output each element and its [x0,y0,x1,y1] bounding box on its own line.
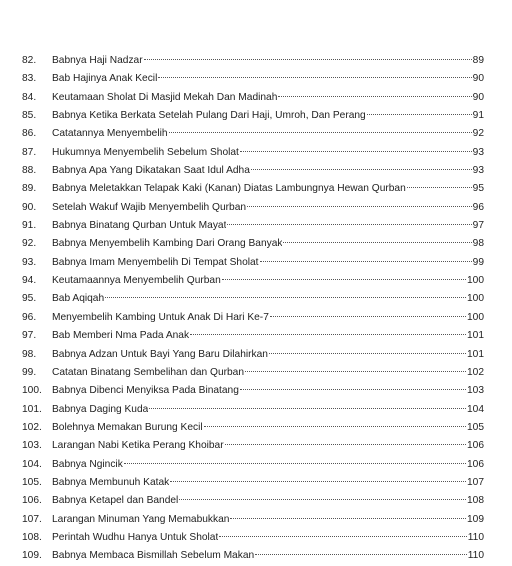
toc-entry [22,125,484,143]
toc-dot-leader [204,426,466,427]
toc-entry-number: 94. [22,275,37,287]
toc-entry-number: 84. [22,91,37,103]
toc-entry-title: Bab Hajinya Anak Kecil [52,73,158,85]
toc-entry-title: Catatan Binatang Sembelihan dan Qurban [52,366,245,378]
toc-entry-number: 106. [22,495,42,507]
toc-entry-page-number: 107 [467,476,484,488]
toc-entry-number: 104. [22,458,42,470]
toc-entry [22,327,484,345]
toc-entry-title: Babnya Apa Yang Dikatakan Saat Idul Adha [52,165,250,177]
toc-entry [22,254,484,272]
toc-entry-title: Babnya Membaca Bismillah Sebelum Makan [52,550,255,562]
toc-entry-title: Catatannya Menyembelih [52,128,168,140]
toc-entry [22,235,484,253]
toc-entry-page-number: 92 [472,128,484,140]
toc-entry-number: 105. [22,476,42,488]
toc-dot-leader [270,316,466,317]
toc-entry [22,419,484,437]
toc-entry-number: 108. [22,531,42,543]
toc-entry [22,290,484,308]
toc-entry-page-number: 90 [472,73,484,85]
toc-entry-page-number: 106 [467,458,484,470]
toc-entry-title: Bolehnya Memakan Burung Kecil [52,421,203,433]
toc-entry-number: 83. [22,73,37,85]
toc-dot-leader [149,408,466,409]
toc-dot-leader [269,353,466,354]
toc-entry [22,180,484,198]
toc-entry-number: 98. [22,348,37,360]
toc-dot-leader [219,536,466,537]
toc-entry [22,272,484,290]
toc-entry-page-number: 101 [467,330,484,342]
toc-entry-page-number: 90 [472,91,484,103]
toc-entry-title: Babnya Membunuh Katak [52,476,170,488]
toc-dot-leader [170,481,466,482]
toc-entry-number: 85. [22,110,37,122]
toc-dot-leader [240,151,472,152]
toc-entry-title: Babnya Meletakkan Telapak Kaki (Kanan) Diatas Lambungnya Hewan Qurban [52,183,406,195]
toc-entry-page-number: 95 [472,183,484,195]
toc-entry [22,144,484,162]
toc-entry-title: Babnya Binatang Qurban Untuk Mayat [52,220,227,232]
toc-entry [22,70,484,88]
toc-entry-page-number: 99 [472,256,484,268]
toc-entry [22,382,484,400]
toc-entry-number: 102. [22,421,42,433]
toc-entry-title: Setelah Wakuf Wajib Menyembelih Qurban [52,201,247,213]
toc-entry-number: 82. [22,55,37,66]
toc-dot-leader [230,518,466,519]
toc-dot-leader [255,554,467,555]
toc-entry [22,492,484,510]
toc-entry [22,107,484,125]
toc-entry [22,309,484,327]
table-of-contents [22,52,484,566]
toc-entry-number: 97. [22,330,37,342]
toc-entry-number: 87. [22,146,37,158]
toc-dot-leader [124,463,466,464]
toc-entry-title: Keutamaannya Menyembelih Qurban [52,275,221,287]
toc-dot-leader [251,169,472,170]
toc-dot-leader [407,187,472,188]
toc-dot-leader [367,114,472,115]
toc-entry-number: 100. [22,385,42,397]
toc-entry-number: 107. [22,513,42,525]
toc-entry-title: Larangan Nabi Ketika Perang Khoibar [52,440,224,452]
toc-entry [22,162,484,180]
toc-dot-leader [245,371,466,372]
toc-entry [22,529,484,547]
toc-entry-page-number: 97 [472,220,484,232]
toc-entry [22,52,484,70]
toc-entry-page-number: 110 [467,531,484,543]
toc-entry-page-number: 89 [472,55,484,66]
toc-dot-leader [169,132,472,133]
toc-entry-title: Babnya Menyembelih Kambing Dari Orang Banyak [52,238,283,250]
toc-entry-page-number: 102 [467,366,484,378]
toc-entry-title: Babnya Daging Kuda [52,403,149,415]
toc-entry [22,456,484,474]
toc-entry-page-number: 91 [472,110,484,122]
toc-entry-title: Keutamaan Sholat Di Masjid Mekah Dan Madinah [52,91,278,103]
toc-dot-leader [283,242,471,243]
toc-entry-number: 92. [22,238,37,250]
toc-entry-title: Babnya Haji Nadzar [52,55,143,66]
toc-entry-page-number: 100 [467,311,484,323]
toc-entry-number: 95. [22,293,37,305]
toc-entry-title: Hukumnya Menyembelih Sebelum Sholat [52,146,239,158]
toc-entry-number: 93. [22,256,37,268]
toc-entry-number: 91. [22,220,37,232]
toc-entry-title: Larangan Minuman Yang Memabukkan [52,513,230,525]
toc-entry [22,547,484,565]
toc-entry-page-number: 103 [467,385,484,397]
toc-entry-title: Babnya Dibenci Menyiksa Pada Binatang [52,385,239,397]
toc-entry-number: 101. [22,403,42,415]
toc-entry-number: 109. [22,550,42,562]
toc-entry-page-number: 101 [467,348,484,360]
toc-dot-leader [260,261,472,262]
toc-entry [22,474,484,492]
toc-entry [22,217,484,235]
toc-entry [22,511,484,529]
toc-entry-number: 103. [22,440,42,452]
toc-dot-leader [179,499,466,500]
toc-dot-leader [278,96,471,97]
toc-entry-number: 96. [22,311,37,323]
toc-entry-page-number: 104 [467,403,484,415]
toc-entry-page-number: 109 [467,513,484,525]
toc-entry-number: 88. [22,165,37,177]
toc-entry-page-number: 106 [467,440,484,452]
toc-entry-number: 99. [22,366,37,378]
toc-entry-page-number: 93 [472,146,484,158]
toc-dot-leader [158,77,471,78]
toc-entry-page-number: 100 [467,275,484,287]
toc-entry-title: Perintah Wudhu Hanya Untuk Sholat [52,531,219,543]
toc-entry-title: Bab Aqiqah [52,293,105,305]
toc-dot-leader [105,297,466,298]
toc-entry-page-number: 96 [472,201,484,213]
toc-entry-title: Babnya Ngincik [52,458,123,470]
toc-entry [22,89,484,107]
toc-entry [22,346,484,364]
toc-entry-title: Bab Memberi Nma Pada Anak [52,330,190,342]
toc-entry-page-number: 105 [467,421,484,433]
toc-entry [22,199,484,217]
toc-dot-leader [222,279,466,280]
toc-entry-title: Menyembelih Kambing Untuk Anak Di Hari Ke-7 [52,311,269,323]
toc-dot-leader [225,444,466,445]
toc-entry-title: Babnya Imam Menyembelih Di Tempat Sholat [52,256,259,268]
toc-dot-leader [240,389,466,390]
toc-entry-page-number: 108 [467,495,484,507]
toc-entry-page-number: 98 [472,238,484,250]
toc-dot-leader [144,59,472,60]
toc-entry [22,364,484,382]
toc-entry-title: Babnya Ketika Berkata Setelah Pulang Dari Haji, Umroh, Dan Perang [52,110,366,122]
toc-entry-page-number: 93 [472,165,484,177]
toc-entry-title: Babnya Ketapel dan Bandel [52,495,179,507]
toc-entry-number: 86. [22,128,37,140]
toc-dot-leader [247,206,472,207]
toc-dot-leader [227,224,471,225]
toc-dot-leader [190,334,466,335]
toc-entry-number: 90. [22,201,37,213]
toc-entry-page-number: 110 [467,550,484,562]
toc-entry [22,437,484,455]
toc-entry-page-number: 100 [467,293,484,305]
toc-entry-number: 89. [22,183,37,195]
toc-entry [22,401,484,419]
toc-entry-title: Babnya Adzan Untuk Bayi Yang Baru Dilahirkan [52,348,268,360]
